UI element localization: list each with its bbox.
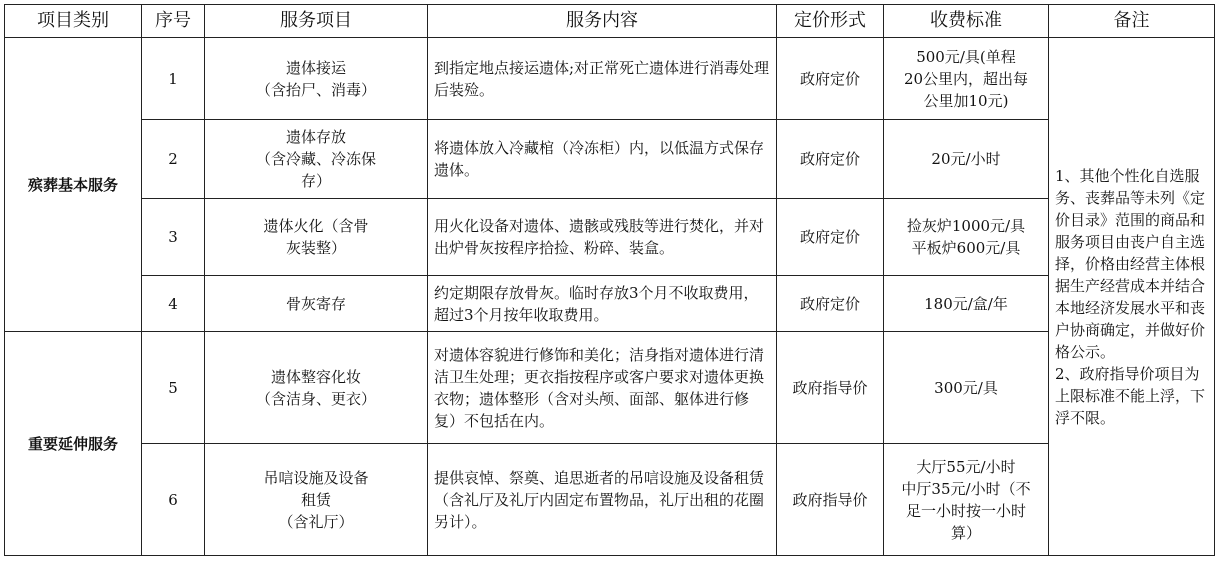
fee-line: 算） — [950, 523, 981, 542]
pricing-form: 政府指导价 — [777, 444, 884, 556]
fee-standard — [884, 199, 1049, 276]
service-item-line: （含抬尸、消毒） — [255, 80, 376, 99]
fee-line: 捡灰炉1000元/具 — [906, 217, 1026, 235]
header-service-item: 服务项目 — [205, 5, 428, 38]
service-item-line: 遗体存放 — [285, 128, 346, 146]
header-category: 项目类别 — [5, 5, 142, 38]
service-item — [205, 199, 428, 276]
category-basic-service: 殡葬基本服务 — [5, 38, 142, 332]
fee-line: 500元/具(单程 — [916, 47, 1016, 66]
row-number: 6 — [142, 444, 205, 556]
service-item-line: 遗体火化（含骨 — [263, 217, 369, 235]
fee-line: 平板炉600元/具 — [911, 239, 1021, 257]
remarks-cell — [1049, 38, 1215, 556]
service-content: 到指定地点接运遗体;对正常死亡遗体进行消毒处理后装殓。 — [428, 38, 777, 120]
service-item-line: 骨灰寄存 — [285, 294, 346, 313]
header-row — [5, 5, 1215, 38]
pricing-form: 政府定价 — [777, 276, 884, 332]
row-number: 1 — [142, 38, 205, 120]
service-item — [205, 332, 428, 444]
fee-line: 300元/具 — [934, 378, 998, 397]
service-content: 约定期限存放骨灰。临时存放3个月不收取费用，超过3个月按年收取费用。 — [428, 276, 777, 332]
fee-line: 足一小时按一小时 — [905, 501, 1026, 520]
service-content: 将遗体放入冷藏棺（冷冻柜）内，以低温方式保存遗体。 — [428, 120, 777, 199]
row-number: 5 — [142, 332, 205, 444]
header-pricing-form: 定价形式 — [777, 5, 884, 38]
fee-standard — [884, 38, 1049, 120]
service-item — [205, 276, 428, 332]
pricing-form: 政府定价 — [777, 38, 884, 120]
service-content: 用火化设备对遗体、遗骸或残肢等进行焚化，并对出炉骨灰按程序拾捡、粉碎、装盒。 — [428, 199, 777, 276]
service-item-line: 灰装整） — [285, 239, 346, 257]
pricing-form: 政府定价 — [777, 199, 884, 276]
service-item-line: （含冷藏、冷冻保 — [255, 150, 376, 168]
service-item — [205, 444, 428, 556]
table-row — [5, 120, 1215, 199]
fee-standard — [884, 120, 1049, 199]
row-number: 4 — [142, 276, 205, 332]
table-row — [5, 444, 1215, 556]
pricing-form: 政府指导价 — [777, 332, 884, 444]
table-row — [5, 38, 1215, 120]
row-number: 2 — [142, 120, 205, 199]
service-content: 提供哀悼、祭奠、追思逝者的吊唁设施及设备租赁（含礼厅及礼厅内固定布置物品，礼厅出租的花圈另计）。 — [428, 444, 777, 556]
header-fee-standard: 收费标准 — [884, 5, 1049, 38]
row-number: 3 — [142, 199, 205, 276]
header-remarks: 备注 — [1049, 5, 1215, 38]
table-row — [5, 276, 1215, 332]
remark-paragraph-2: 2、政府指导价项目为上限标准不能上浮，下浮不限。 — [1055, 364, 1206, 427]
table-row — [5, 199, 1215, 276]
fee-line: 20元/小时 — [931, 150, 1001, 168]
fee-line: 180元/盒/年 — [924, 294, 1008, 313]
fee-standard — [884, 276, 1049, 332]
header-number: 序号 — [142, 5, 205, 38]
service-item-line: 吊唁设施及设备 — [263, 468, 369, 487]
service-item — [205, 120, 428, 199]
service-item-line: 遗体接运 — [285, 58, 346, 77]
service-item-line: （含礼厅） — [278, 512, 354, 531]
fee-schedule-table — [4, 4, 1215, 556]
service-item-line: 遗体整容化妆 — [270, 367, 361, 386]
service-item-line: 存） — [300, 172, 331, 190]
category-extended-service: 重要延伸服务 — [5, 332, 142, 556]
fee-line: 大厅55元/小时 — [916, 457, 1016, 476]
header-service-content: 服务内容 — [428, 5, 777, 38]
service-item — [205, 38, 428, 120]
service-item-line: 租赁 — [300, 490, 331, 509]
fee-line: 中厅35元/小时（不 — [901, 479, 1031, 498]
table-row — [5, 332, 1215, 444]
remark-paragraph-1: 1、其他个性化自选服务、丧葬品等未列《定价目录》范围的商品和服务项目由丧户自主选择，价格由经营主体根据生产经营成本并结合本地经济发展水平和丧户协商确定，并做好价格公示。 — [1055, 166, 1206, 361]
service-content: 对遗体容貌进行修饰和美化；洁身指对遗体进行清洁卫生处理；更衣指按程序或客户要求对遗体更换衣物；遗体整形（含对头颅、面部、躯体进行修复）不包括在内。 — [428, 332, 777, 444]
service-item-line: （含洁身、更衣） — [255, 389, 376, 408]
fee-line: 20公里内，超出每 — [903, 69, 1029, 88]
pricing-form: 政府定价 — [777, 120, 884, 199]
fee-line: 公里加10元) — [923, 91, 1009, 110]
fee-standard — [884, 332, 1049, 444]
fee-standard — [884, 444, 1049, 556]
